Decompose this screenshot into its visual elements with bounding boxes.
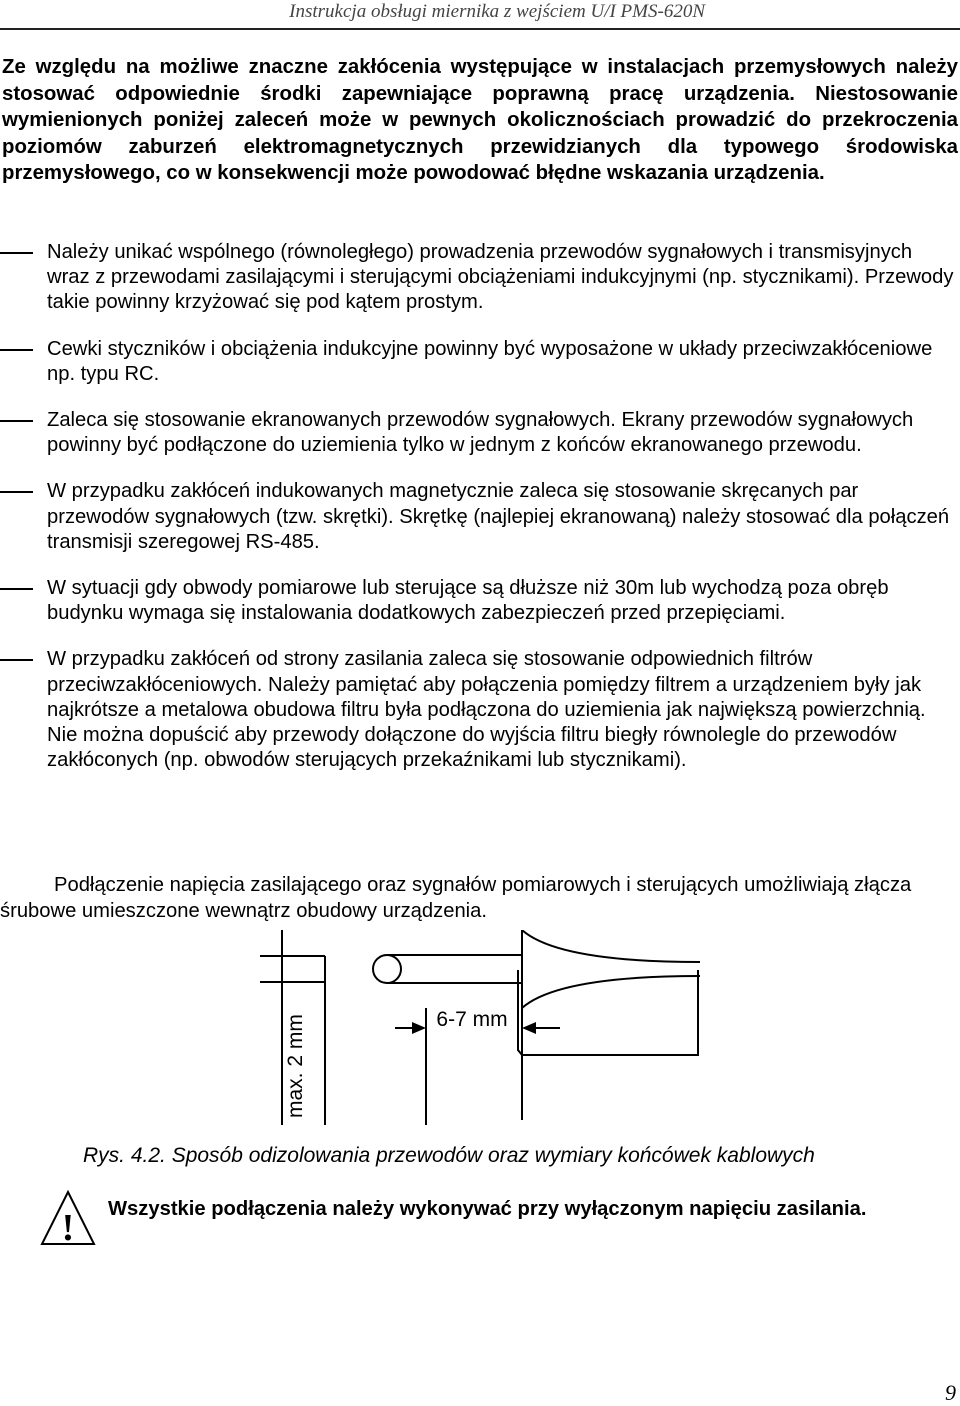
list-item-text: Zaleca się stosowanie ekranowanych przewodów sygnałowych. Ekrany przewodów sygnałowych powinny być podłączone do uziemienia tylko w jednym z końców ekranowanego przewodu. [47, 409, 914, 457]
page-number: 9 [945, 1380, 956, 1405]
header-rule [0, 28, 960, 30]
list-item-text: Należy unikać wspólnego (równoległego) prowadzenia przewodów sygnałowych i transmisyjnych wraz z przewodami zasilającymi i sterującymi obciążeniami indukcyjnymi (np. stycznikami). Przewody takie powinny krzyżować się pod kątem prostym. [47, 241, 954, 314]
dimension-arrow [412, 1022, 426, 1034]
warning-box [40, 1190, 960, 1250]
insulation-taper [522, 930, 700, 1008]
dash-bullet [0, 252, 33, 254]
list-item [0, 576, 960, 626]
list-item [0, 408, 960, 458]
wire-tip [373, 955, 401, 983]
emc-warning-paragraph: Ze względu na możliwe znaczne zakłócenia występujące w instalacjach przemysłowych należy stosować odpowiednie środki zapewniające poprawną pracę urządzenia. Niestosowanie wymienionych poniżej zaleceń może w pewnych okolicznościach prowadzić do przekroczenia poziomów zaburzeń elektromagnetycznych przewidzianych dla typowego środowiska przemysłowego, co w konsekwencji może powodować błędne wskazania urządzenia. [2, 56, 958, 185]
exclamation-triangle-icon [40, 1190, 96, 1246]
list-item [0, 240, 960, 316]
warning-text: Wszystkie podłączenia należy wykonywać przy wyłączonym napięciu zasilania. [108, 1198, 867, 1220]
length-dimension-label: 6-7 mm [436, 1008, 508, 1031]
cable-sleeve [518, 970, 698, 1055]
list-item [0, 337, 960, 387]
cable-end-diagram [260, 930, 710, 1130]
dash-bullet [0, 588, 33, 590]
width-dimension-label: max. 2 mm [284, 1014, 307, 1118]
list-item [0, 647, 960, 773]
dash-bullet [0, 420, 33, 422]
list-item-text: Cewki styczników i obciążenia indukcyjne powinny być wyposażone w układy przeciwzakłóceniowe np. typu RC. [47, 337, 933, 385]
exclamation-glyph: ! [61, 1207, 75, 1246]
header-title: Instrukcja obsługi miernika z wejściem U/I PMS-620N [289, 1, 705, 22]
connection-paragraph: Podłączenie napięcia zasilającego oraz sygnałów pomiarowych i sterujących umożliwiają złącza śrubowe umieszczone wewnątrz obudowy urządzenia. [0, 874, 912, 922]
dimension-arrow [522, 1022, 536, 1034]
list-item-text: W przypadku zakłóceń od strony zasilania zaleca się stosowanie odpowiednich filtrów przeciwzakłóceniowych. Należy pamiętać aby połączenia pomiędzy filtrem a urządzeniem były jak najkrótsze a metalowa obudowa filtru była podłączona do uziemienia jak największą powierzchnią. Nie można dopuścić aby przewody dołączone do wyjścia filtru biegły równolegle do przewodów zakłóconych (np. obwodów sterujących przekaźnikami lub stycznikami). [47, 648, 926, 772]
list-item [0, 479, 960, 555]
page-header [0, 0, 960, 32]
dash-bullet [0, 659, 33, 661]
recommendations-list [0, 240, 960, 773]
dash-bullet [0, 349, 33, 351]
dash-bullet [0, 491, 33, 493]
list-item-text: W przypadku zakłóceń indukowanych magnetycznie zaleca się stosowanie skręcanych par przewodów sygnałowych (tzw. skrętki). Skrętkę (najlepiej ekranowaną) należy stosować dla połączeń transmisji szeregowej RS-485. [47, 480, 950, 553]
list-item-text: W sytuacji gdy obwody pomiarowe lub sterujące są dłuższe niż 30m lub wychodzą poza obręb budynku wymaga się instalowania dodatkowych zabezpieczeń przed przepięciami. [47, 577, 889, 625]
figure-caption: Rys. 4.2. Sposób odizolowania przewodów oraz wymiary końcówek kablowych [83, 1144, 815, 1167]
